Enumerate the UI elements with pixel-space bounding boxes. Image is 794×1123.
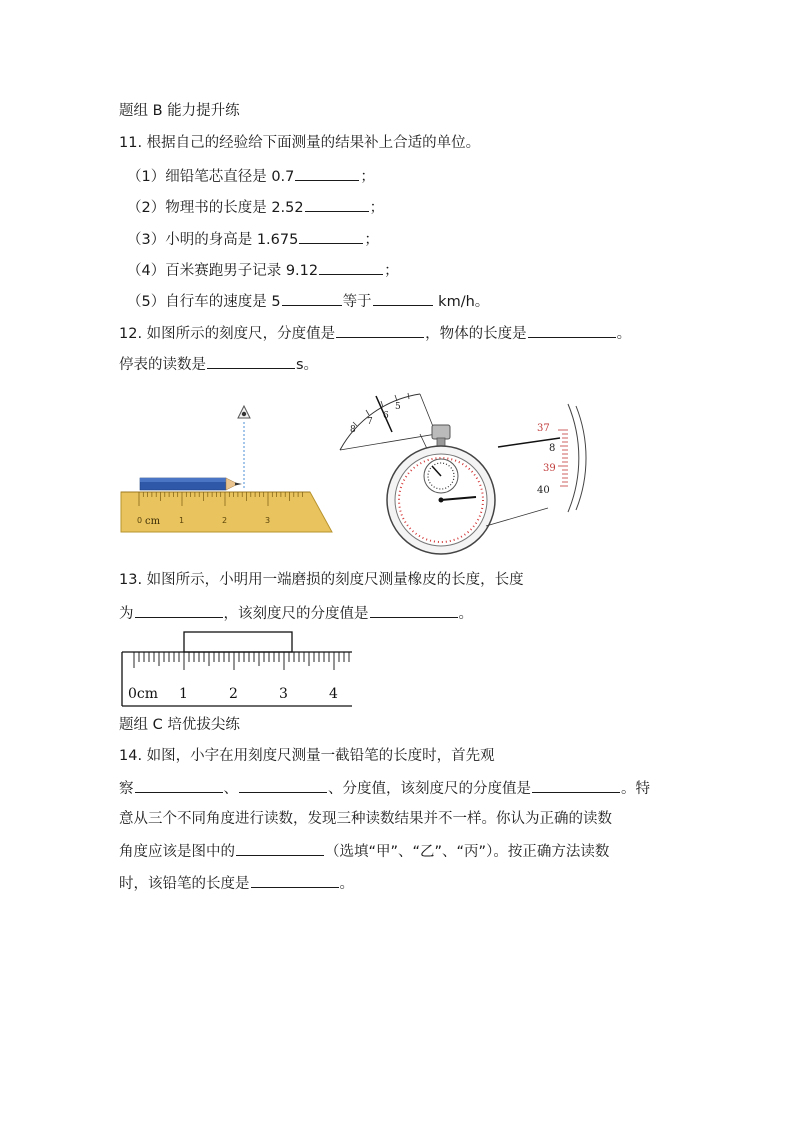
eraser xyxy=(184,632,292,652)
q13-text-b3: 。 xyxy=(458,606,473,622)
q12-text-stopwatch: 停表的读数是 xyxy=(119,357,206,373)
ruler xyxy=(121,492,332,532)
q13-blank-2[interactable] xyxy=(370,602,458,618)
q14-blank-5[interactable] xyxy=(251,872,339,888)
q14-text-l5a: 时，该铅笔的长度是 xyxy=(119,876,250,892)
q11-item-5-blank-2[interactable] xyxy=(373,290,433,306)
q13-line-1: 13. 如图所示，小明用一端磨损的刻度尺测量橡皮的长度，长度 xyxy=(119,572,524,588)
q11-item-4 xyxy=(127,259,399,281)
q11-item-3-end: ； xyxy=(364,232,379,248)
q14-text-l2a: 察 xyxy=(119,781,134,797)
q11-item-3-text: （3）小明的身高是 1.675 xyxy=(127,232,299,248)
section-b-heading: 题组 B 能力提升练 xyxy=(119,103,240,119)
q13-text-b2: ，该刻度尺的分度值是 xyxy=(223,606,369,622)
q11-item-5-blank-1[interactable] xyxy=(282,290,342,306)
q11-item-5 xyxy=(127,290,489,312)
second-label-37: 37 xyxy=(537,423,550,434)
q11-item-2-blank[interactable] xyxy=(305,196,369,212)
q12-line-2 xyxy=(119,353,318,375)
second-label-39: 39 xyxy=(543,463,556,474)
ruler13-label-2: 2 xyxy=(229,686,238,702)
eraser-ruler-figure xyxy=(118,630,358,710)
ruler13-label-4: 4 xyxy=(329,686,338,702)
q14-blank-1[interactable] xyxy=(135,777,223,793)
q12-line-1 xyxy=(119,322,631,344)
q11-item-1 xyxy=(127,165,375,187)
q11-item-2-text: （2）物理书的长度是 2.52 xyxy=(127,200,304,216)
ruler-label-1: 1 xyxy=(179,516,185,525)
minute-zoom-hand xyxy=(376,396,392,432)
second-label-40: 40 xyxy=(537,485,550,496)
stopwatch-crown xyxy=(432,425,450,439)
pencil xyxy=(140,478,242,490)
q13-text-b1: 为 xyxy=(119,606,134,622)
minute-label-8: 8 xyxy=(350,425,356,435)
section-c-heading: 题组 C 培优拔尖练 xyxy=(119,717,240,733)
stopwatch-figure xyxy=(336,390,590,560)
pencil-ruler-figure xyxy=(118,402,334,534)
q11-item-5-mid: 等于 xyxy=(342,294,372,310)
q11-item-1-blank[interactable] xyxy=(295,165,359,181)
q14-text-l5b: 。 xyxy=(339,876,354,892)
eye-icon xyxy=(238,406,250,418)
q14-line-3: 意从三个不同角度进行读数，发现三种读数结果并不一样。你认为正确的读数 xyxy=(119,811,612,827)
q14-blank-4[interactable] xyxy=(236,840,324,856)
ruler-label-2: 2 xyxy=(222,516,228,525)
q11-item-3 xyxy=(127,228,379,250)
q13-blank-1[interactable] xyxy=(135,602,223,618)
minute-label-7: 7 xyxy=(367,417,373,427)
q11-item-4-text: （4）百米赛跑男子记录 9.12 xyxy=(127,263,319,279)
q14-line-2 xyxy=(119,777,650,799)
q14-line-5 xyxy=(119,872,354,894)
q14-line-4 xyxy=(119,840,609,862)
ruler13-label-1: 1 xyxy=(179,686,188,702)
q11-item-4-end: ； xyxy=(384,263,399,279)
ruler13-unit-label: 0cm xyxy=(128,686,159,702)
ruler-zero-label: 0 xyxy=(137,516,143,525)
q12-text-a: 12. 如图所示的刻度尺，分度值是 xyxy=(119,326,336,342)
q11-item-2 xyxy=(127,196,384,218)
q11-stem: 11. 根据自己的经验给下面测量的结果补上合适的单位。 xyxy=(119,135,481,151)
q12-blank-2[interactable] xyxy=(528,322,616,338)
q11-item-5-end: km/h。 xyxy=(433,294,490,310)
q14-line-1: 14. 如图，小宇在用刻度尺测量一截铅笔的长度时，首先观 xyxy=(119,748,495,764)
q12-text-c: 。 xyxy=(616,326,632,342)
q12-text-b: ，物体的长度是 xyxy=(425,326,527,342)
stopwatch xyxy=(387,425,495,554)
minute-label-6: 6 xyxy=(383,411,389,421)
ruler-unit-label: cm xyxy=(145,516,161,527)
second-label-8: 8 xyxy=(549,443,556,454)
worn-ruler xyxy=(122,652,352,706)
q11-item-1-text: （1）细铅笔芯直径是 0.7 xyxy=(127,169,295,185)
q12-text-unit: s。 xyxy=(296,357,319,373)
q14-text-l2b: 、 xyxy=(223,781,238,797)
q11-item-5-text: （5）自行车的速度是 5 xyxy=(127,294,281,310)
ruler13-label-3: 3 xyxy=(279,686,288,702)
q11-item-3-blank[interactable] xyxy=(299,228,363,244)
q11-item-1-end: ； xyxy=(360,169,375,185)
second-dial-zoom xyxy=(486,404,586,526)
q14-blank-2[interactable] xyxy=(239,777,327,793)
q11-item-2-end: ； xyxy=(369,200,385,216)
q11-item-4-blank[interactable] xyxy=(319,259,383,275)
q12-blank-3[interactable] xyxy=(207,353,295,369)
q13-line-2 xyxy=(119,602,473,624)
q14-text-l2d: 。特 xyxy=(621,781,650,797)
q14-text-l4b: （选填“甲”、“乙”、“丙”）。按正确方法读数 xyxy=(325,844,610,860)
q12-blank-1[interactable] xyxy=(336,322,424,338)
minute-label-5: 5 xyxy=(395,402,401,412)
ruler-label-3: 3 xyxy=(265,516,271,525)
q14-blank-3[interactable] xyxy=(532,777,620,793)
q14-text-l4a: 角度应该是图中的 xyxy=(119,844,235,860)
q14-text-l2c: 、分度值，该刻度尺的分度值是 xyxy=(328,781,531,797)
